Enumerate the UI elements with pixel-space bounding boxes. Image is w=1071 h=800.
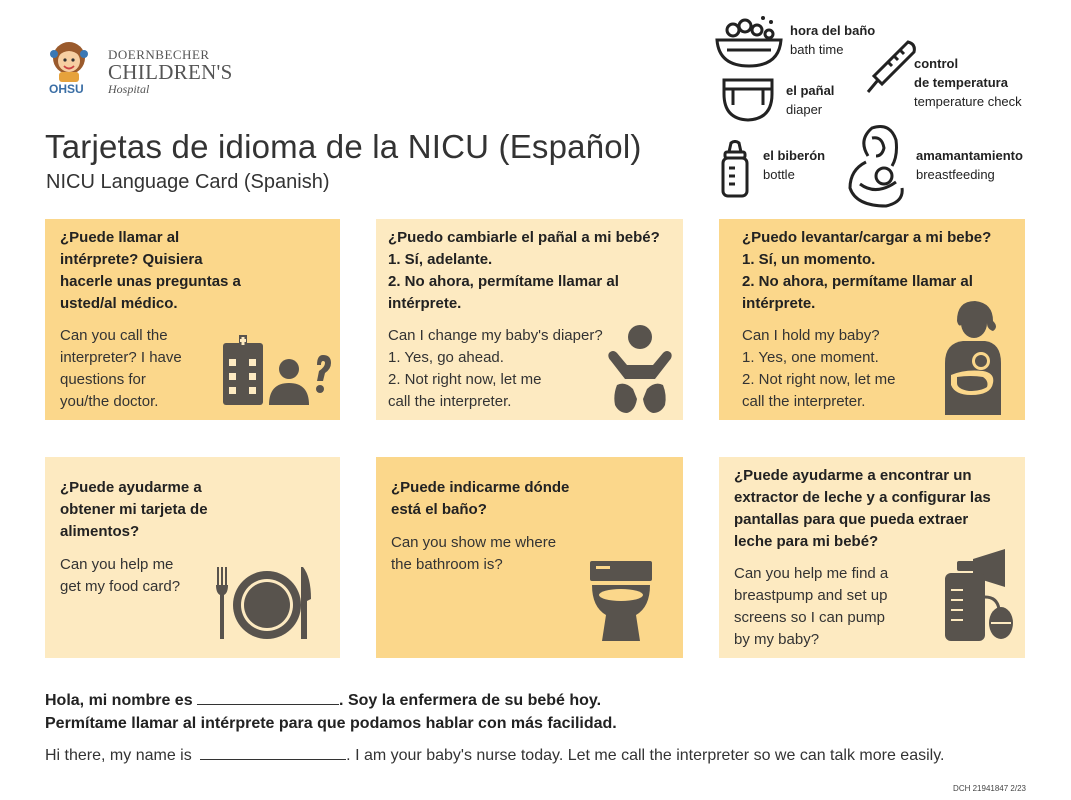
card-question-es: ¿Puede ayudarme a obtener mi tarjeta de alimentos?	[60, 479, 208, 540]
baby-bottle-icon	[719, 140, 751, 198]
legend-bottle-en: bottle	[763, 167, 795, 182]
logo-line-1: DOERNBECHER	[108, 47, 210, 62]
legend-diaper-es: el pañal	[786, 83, 835, 98]
breastfeeding-icon	[846, 122, 910, 210]
thermometer-icon	[864, 38, 920, 96]
card-answer-en: Can I hold my baby? 1. Yes, one moment. 2. Not right now, let me call the interpreter.	[742, 327, 896, 410]
name-blank-en	[200, 745, 346, 760]
card-question-es: ¿Puede indicarme dónde está el baño?	[391, 479, 570, 518]
card-answer-en: Can I change my baby's diaper? 1. Yes, go ahead. 2. Not right now, let me call the interpreter.	[388, 327, 603, 410]
legend-temperature-en: temperature check	[914, 94, 1022, 109]
page-subtitle: NICU Language Card (Spanish)	[46, 171, 330, 193]
legend-bath-en: bath time	[790, 42, 844, 57]
footer-spanish	[45, 689, 617, 735]
breast-pump-icon	[943, 547, 1017, 643]
page-title: Tarjetas de idioma de la NICU (Español)	[45, 128, 642, 165]
card-question-es: ¿Puede llamar al intérprete? Quisiera hacerle unas preguntas a usted/al médico.	[60, 229, 241, 312]
footer-en-greeting: Hi there, my name is	[45, 747, 192, 764]
baby-changing-icon	[605, 323, 675, 415]
toilet-icon	[588, 559, 654, 643]
card-question-es: ¿Puede ayudarme a encontrar un extractor de leche y a configurar las pantallas para que pueda extraer leche para mi bebé?	[734, 467, 991, 550]
legend-temperature-es-1: control	[914, 56, 959, 71]
card-call-interpreter	[45, 219, 340, 420]
card-question-es: ¿Puedo levantar/cargar a mi bebe? 1. Sí, un momento. 2. No ahora, permítame llamar al intérprete.	[742, 229, 992, 312]
legend-temperature-es-2: de temperatura	[914, 75, 1008, 90]
legend-breastfeeding	[916, 146, 1023, 184]
name-blank-es	[197, 690, 339, 705]
diaper-icon	[721, 77, 775, 123]
bathtub-icon	[713, 14, 785, 70]
parent-holding-baby-icon	[941, 299, 1003, 415]
legend-diaper-en: diaper	[786, 102, 823, 117]
legend-bottle	[763, 146, 825, 184]
legend-diaper	[786, 81, 834, 119]
child-mascot-icon	[46, 40, 92, 84]
document-code: DCH 21941847 2/23	[953, 784, 1026, 793]
logo-line-3: Hospital	[108, 82, 150, 96]
legend-breastfeeding-es: amamantamiento	[916, 148, 1023, 163]
logo-line-2: CHILDREN'S	[108, 60, 233, 84]
hospital-logo	[46, 40, 236, 100]
footer-en-rest: . I am your baby's nurse today. Let me call the interpreter so we can talk more easily.	[346, 747, 945, 764]
card-answer-en: Can you call the interpreter? I have questions for you/the doctor.	[60, 327, 182, 410]
card-breast-pump	[719, 457, 1025, 658]
hospital-person-question-icon	[219, 335, 331, 407]
footer-es-greeting: Hola, mi nombre es	[45, 692, 193, 709]
plate-cutlery-icon	[215, 567, 315, 641]
ohsu-label: OHSU	[49, 82, 84, 96]
footer-es-interpreter: Permítame llamar al intérprete para que podamos hablar con más facilidad.	[45, 715, 617, 732]
footer-es-nurse: . Soy la enfermera de su bebé hoy.	[339, 692, 602, 709]
card-change-diaper	[376, 219, 683, 420]
card-answer-en: Can you show me where the bathroom is?	[391, 534, 557, 573]
legend-breastfeeding-en: breastfeeding	[916, 167, 995, 182]
card-food-card	[45, 457, 340, 658]
legend-bath	[790, 21, 875, 59]
card-bathroom	[376, 457, 683, 658]
footer-english	[45, 745, 944, 767]
card-answer-en: Can you help me get my food card?	[60, 556, 181, 595]
legend-temperature	[914, 54, 1022, 111]
card-answer-en: Can you help me find a breastpump and set up screens so I can pump by my baby?	[734, 565, 889, 648]
card-hold-baby	[719, 219, 1025, 420]
legend-bottle-es: el biberón	[763, 148, 826, 163]
card-question-es: ¿Puedo cambiarle el pañal a mi bebé? 1. Sí, adelante. 2. No ahora, permítame llamar al intérprete.	[388, 229, 660, 312]
legend-bath-es: hora del baño	[790, 23, 876, 38]
